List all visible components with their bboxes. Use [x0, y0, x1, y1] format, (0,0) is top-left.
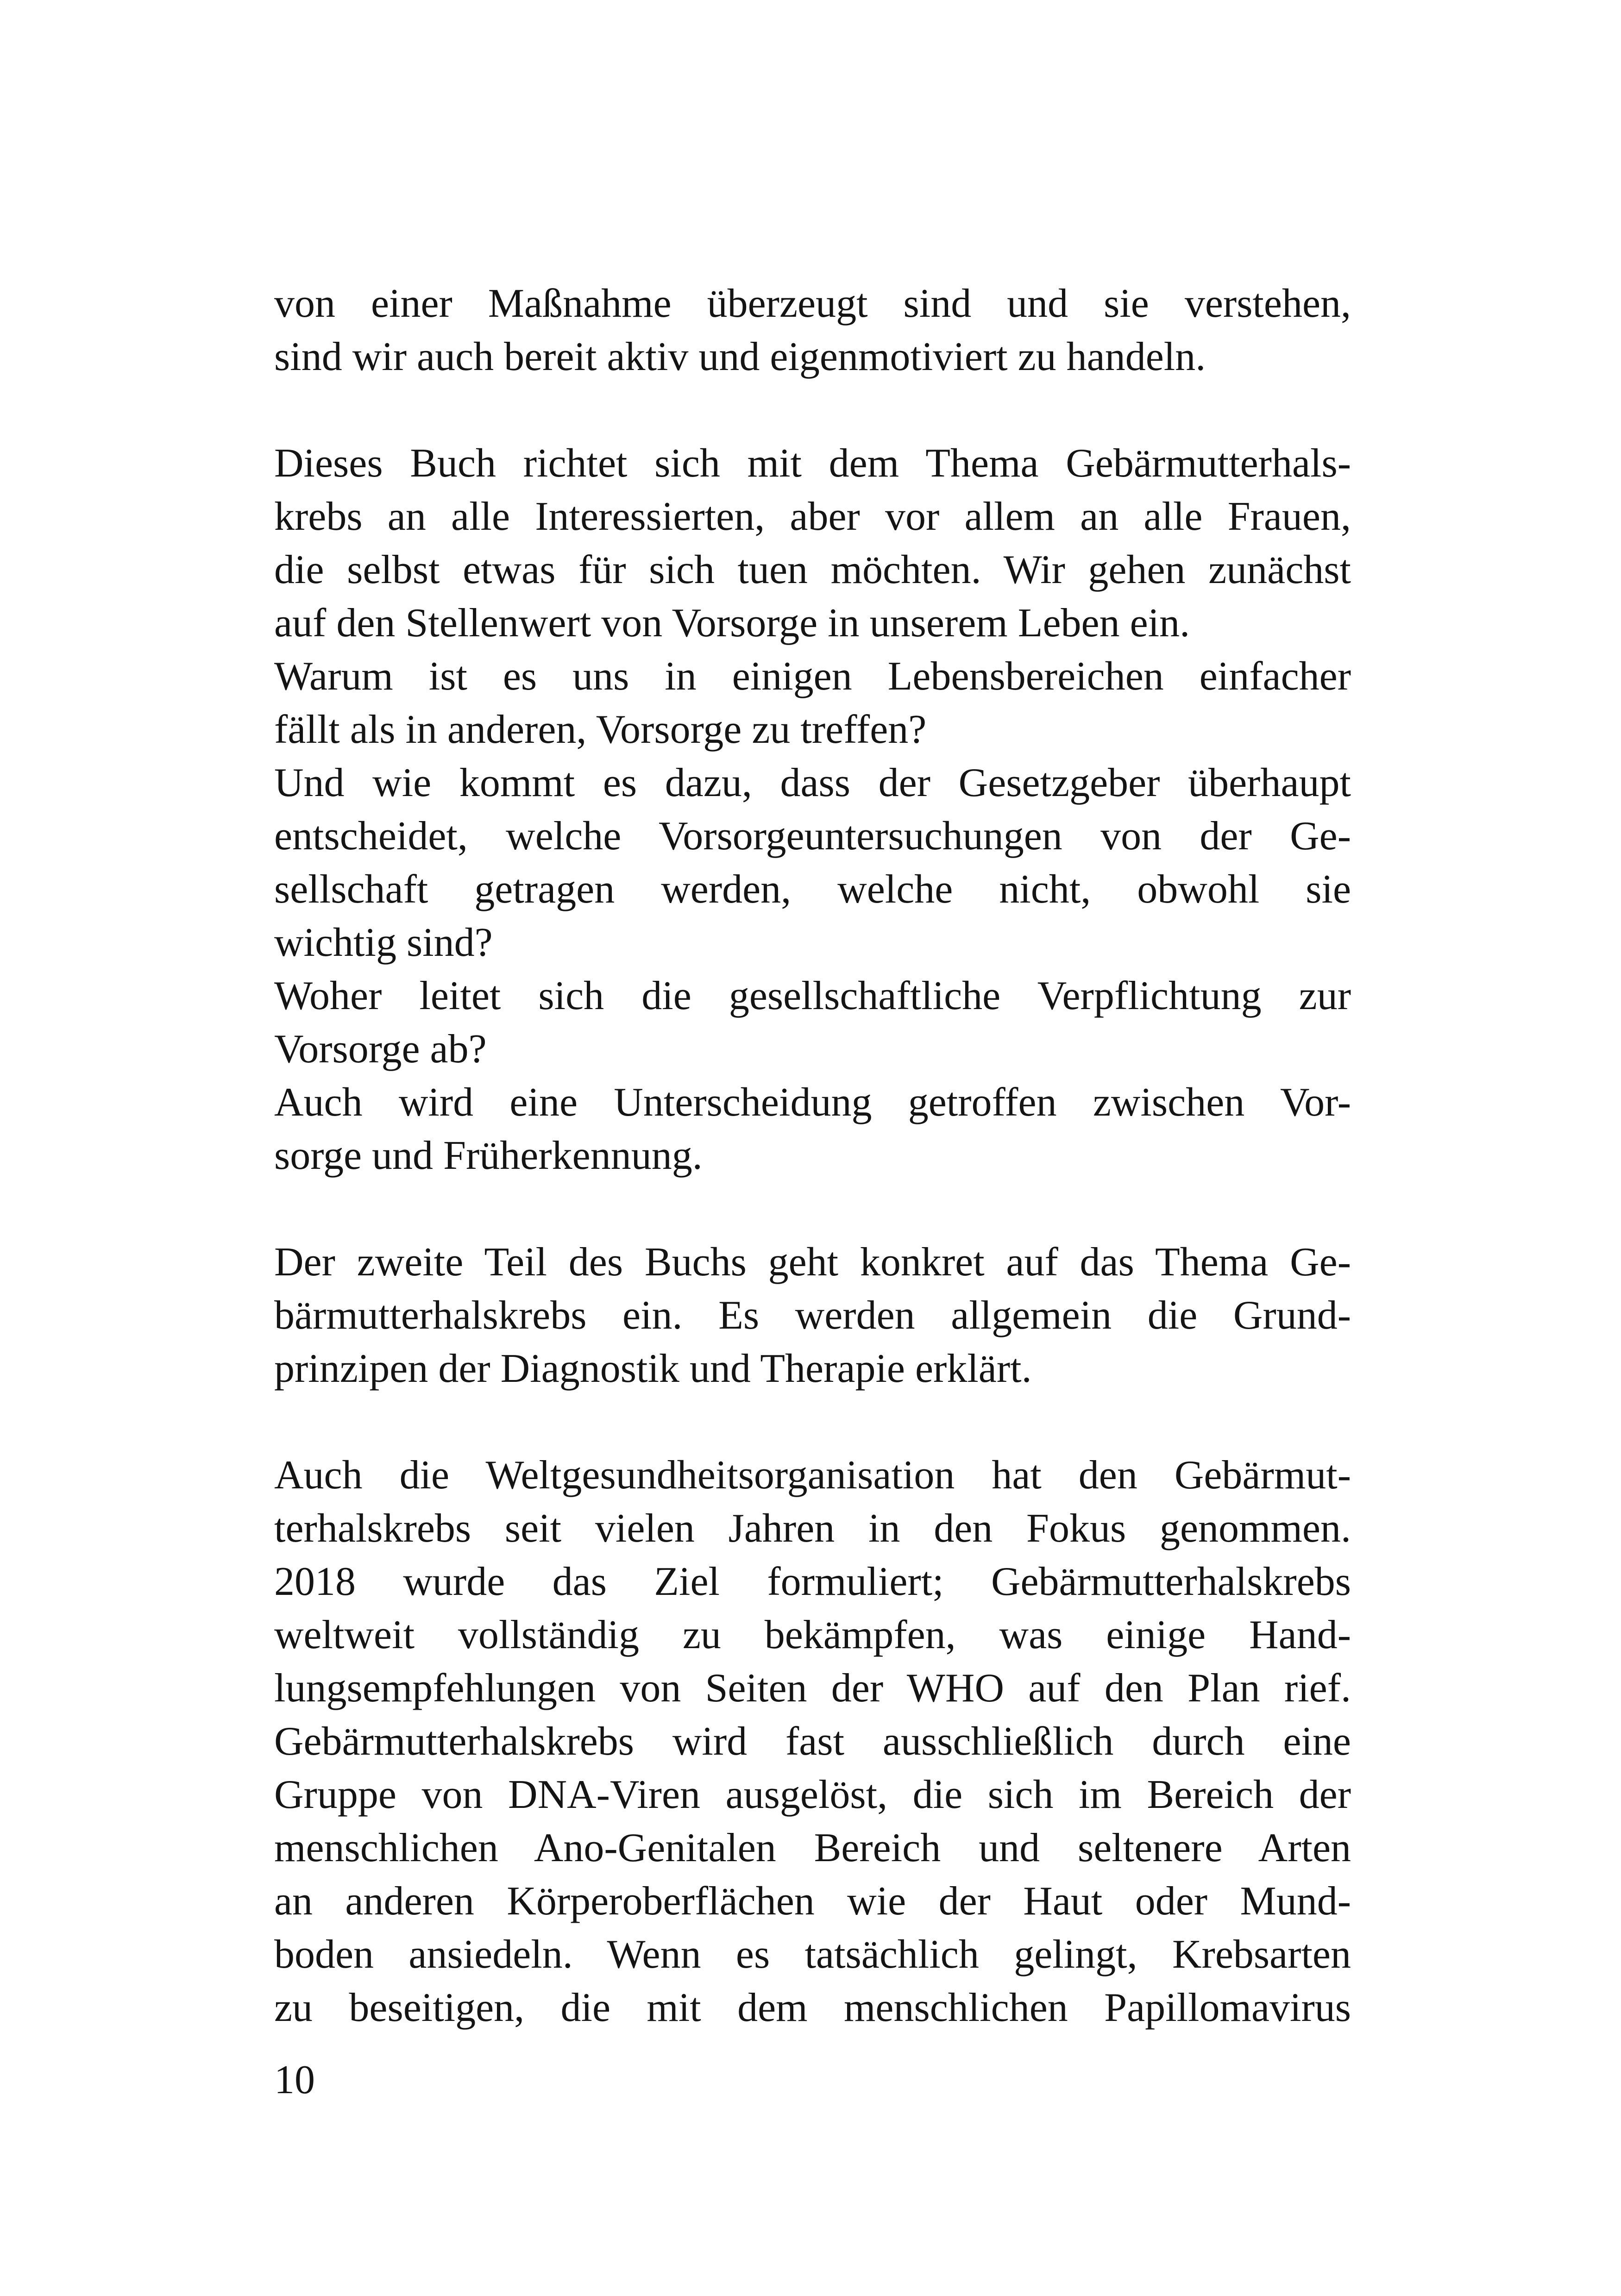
text-line: die selbst etwas für sich tuen möchten. Wir gehen zunächst — [274, 547, 1351, 592]
text-line: terhalskrebs seit vielen Jahren in den Fokus genommen. — [274, 1506, 1351, 1551]
text-line: Dieses Buch richtet sich mit dem Thema Gebärmutterhals- — [274, 441, 1351, 486]
text-line: Warum ist es uns in einigen Lebensbereichen einfacher — [274, 654, 1351, 699]
text-line: krebs an alle Interessierten, aber vor allem an alle Frauen, — [274, 494, 1351, 539]
text-line: sellschaft getragen werden, welche nicht, obwohl sie — [274, 867, 1351, 912]
text-line: fällt als in anderen, Vorsorge zu treffen? — [274, 707, 927, 752]
text-line: bärmutterhalskrebs ein. Es werden allgemein die Grund- — [274, 1293, 1351, 1338]
text-line: sorge und Früherkennung. — [274, 1133, 703, 1178]
page-number: 10 — [274, 2058, 315, 2102]
text-line: an anderen Körperoberflächen wie der Haut oder Mund- — [274, 1879, 1351, 1924]
text-line: Vorsorge ab? — [274, 1027, 487, 1072]
text-line: zu beseitigen, die mit dem menschlichen Papillomavirus — [274, 1985, 1351, 2030]
text-line: prinzipen der Diagnostik und Therapie erklärt. — [274, 1346, 1032, 1391]
text-line: sind wir auch bereit aktiv und eigenmotiviert zu handeln. — [274, 334, 1206, 379]
text-line: Auch die Weltgesundheitsorganisation hat den Gebärmut- — [274, 1453, 1351, 1498]
text-line: Woher leitet sich die gesellschaftliche Verpflichtung zur — [274, 973, 1351, 1018]
text-line: lungsempfehlungen von Seiten der WHO auf den Plan rief. — [274, 1666, 1351, 1711]
text-line: Auch wird eine Unterscheidung getroffen zwischen Vor- — [274, 1080, 1351, 1125]
text-line: Der zweite Teil des Buchs geht konkret auf das Thema Ge- — [274, 1240, 1351, 1285]
text-line: Gebärmutterhalskrebs wird fast ausschließlich durch eine — [274, 1719, 1351, 1764]
text-line: entscheidet, welche Vorsorgeuntersuchungen von der Ge- — [274, 814, 1351, 859]
text-line: boden ansiedeln. Wenn es tatsächlich gelingt, Krebsarten — [274, 1932, 1351, 1977]
text-line: 2018 wurde das Ziel formuliert; Gebärmutterhalskrebs — [274, 1559, 1351, 1604]
text-line: weltweit vollständig zu bekämpfen, was einige Hand- — [274, 1612, 1351, 1657]
text-line: Gruppe von DNA-Viren ausgelöst, die sich im Bereich der — [274, 1772, 1351, 1817]
text-line: menschlichen Ano-Genitalen Bereich und seltenere Arten — [274, 1826, 1351, 1870]
text-line: auf den Stellenwert von Vorsorge in unserem Leben ein. — [274, 601, 1190, 646]
text-line: von einer Maßnahme überzeugt sind und sie verstehen, — [274, 281, 1351, 326]
text-line: Und wie kommt es dazu, dass der Gesetzgeber überhaupt — [274, 760, 1351, 805]
text-line: wichtig sind? — [274, 920, 493, 965]
